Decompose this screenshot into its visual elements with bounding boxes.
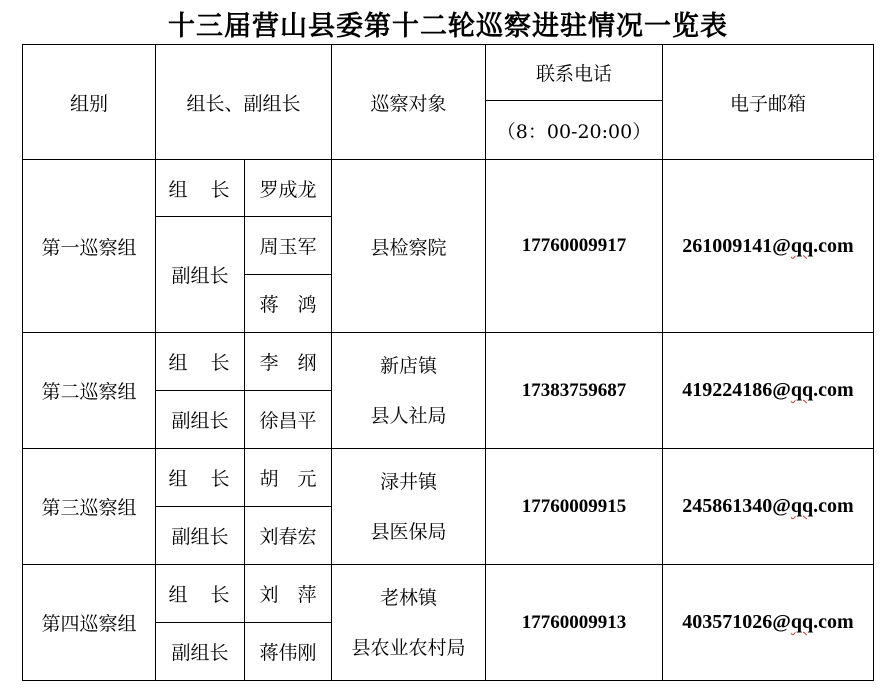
header-leaders: 组长、副组长 xyxy=(156,45,332,160)
phone-number: 17383759687 xyxy=(486,333,663,449)
phone-number: 17760009913 xyxy=(486,565,663,681)
group-name: 第二巡察组 xyxy=(23,333,156,449)
email-tld: .com xyxy=(813,379,854,401)
deputy-role: 副组长 xyxy=(156,507,245,565)
group-name: 第三巡察组 xyxy=(23,449,156,565)
email-address xyxy=(663,160,874,333)
email-domain: qq xyxy=(790,495,814,517)
target-line: 老林镇 xyxy=(379,586,437,609)
email-domain: qq xyxy=(790,611,814,633)
email-tld: .com xyxy=(813,495,854,517)
leader-name: 罗成龙 xyxy=(245,160,332,217)
email-address xyxy=(663,565,874,681)
header-hours: （8：00-20:00） xyxy=(486,101,663,160)
deputy-name: 蒋 鸿 xyxy=(245,275,332,333)
phone-number: 17760009917 xyxy=(486,160,663,333)
email-local: 403571026@ xyxy=(682,611,791,633)
inspection-target: 县检察院 xyxy=(332,160,486,333)
header-phone: 联系电话 xyxy=(486,45,663,101)
target-line: 县人社局 xyxy=(370,404,447,427)
inspection-table xyxy=(22,44,874,681)
page-title: 十三届营山县委第十二轮巡察进驻情况一览表 xyxy=(168,11,728,42)
header-email: 电子邮箱 xyxy=(663,45,874,160)
group-name: 第一巡察组 xyxy=(23,160,156,333)
target-line: 县农业农村局 xyxy=(351,636,466,659)
leader-role: 组 长 xyxy=(156,565,245,623)
target-line: 渌井镇 xyxy=(379,470,437,493)
header-target: 巡察对象 xyxy=(332,45,486,160)
leader-role: 组 长 xyxy=(156,160,245,217)
leader-name: 胡 元 xyxy=(245,449,332,507)
email-domain: qq xyxy=(790,379,814,401)
header-group: 组别 xyxy=(23,45,156,160)
leader-name: 李 纲 xyxy=(245,333,332,391)
deputy-role: 副组长 xyxy=(156,391,245,449)
leader-name: 刘 萍 xyxy=(245,565,332,623)
email-local: 245861340@ xyxy=(682,495,791,517)
target-line: 新店镇 xyxy=(379,354,437,377)
email-address xyxy=(663,333,874,449)
email-address xyxy=(663,449,874,565)
email-local: 261009141@ xyxy=(682,234,791,257)
deputy-role: 副组长 xyxy=(156,623,245,681)
deputy-name: 周玉军 xyxy=(245,217,332,275)
group-name: 第四巡察组 xyxy=(23,565,156,681)
email-domain: qq xyxy=(790,234,814,257)
leader-role: 组 长 xyxy=(156,333,245,391)
deputy-name: 徐昌平 xyxy=(245,391,332,449)
email-local: 419224186@ xyxy=(682,379,791,401)
email-tld: .com xyxy=(813,611,854,633)
email-tld: .com xyxy=(813,234,854,257)
leader-role: 组 长 xyxy=(156,449,245,507)
inspection-target xyxy=(332,565,486,681)
deputy-name: 刘春宏 xyxy=(245,507,332,565)
deputy-role: 副组长 xyxy=(156,217,245,333)
target-line: 县医保局 xyxy=(370,520,447,543)
deputy-name: 蒋伟刚 xyxy=(245,623,332,681)
inspection-target xyxy=(332,449,486,565)
inspection-target xyxy=(332,333,486,449)
phone-number: 17760009915 xyxy=(486,449,663,565)
